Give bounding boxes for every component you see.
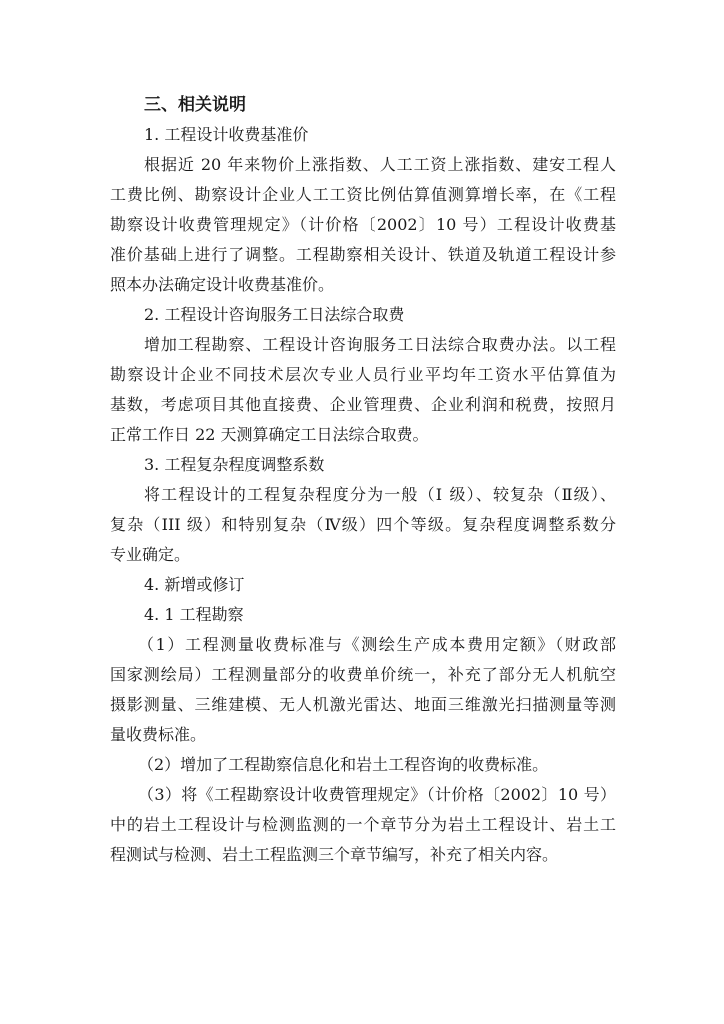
paragraph-line: 增加工程勘察、工程设计咨询服务工日法综合取费办法。以工程 xyxy=(144,335,616,354)
paragraph-line: 勘察设计企业不同技术层次专业人员行业平均年工资水平估算值为 xyxy=(110,365,616,384)
item2-heading: 2. 工程设计咨询服务工日法综合取费 xyxy=(144,305,405,324)
item2-paragraph xyxy=(110,330,616,450)
item1-paragraph xyxy=(110,150,616,300)
item4-heading: 4. 新增或修订 xyxy=(144,575,245,594)
paragraph-line: 国家测绘局）工程测量部分的收费单价统一，补充了部分无人机航空 xyxy=(110,665,616,684)
paragraph-line: 专业确定。 xyxy=(110,545,191,564)
item3-paragraph xyxy=(110,480,616,570)
paragraph-line: 准价基础上进行了调整。工程勘察相关设计、铁道及轨道工程设计参 xyxy=(110,245,616,264)
item3-heading: 3. 工程复杂程度调整系数 xyxy=(144,455,325,474)
paragraph-line: 程测试与检测、岩土工程监测三个章节编写，补充了相关内容。 xyxy=(110,845,559,864)
paragraph-line: 将工程设计的工程复杂程度分为一般（Ⅰ 级）、较复杂（Ⅱ级）、 xyxy=(144,485,616,504)
section-title: 三、相关说明 xyxy=(144,95,246,115)
item4-p3 xyxy=(110,780,616,870)
paragraph-line: （3）将《工程勘察设计收费管理规定》（计价格〔2002〕10 号） xyxy=(138,785,616,804)
item1-heading: 1. 工程设计收费基准价 xyxy=(144,125,309,144)
paragraph-line: 勘察设计收费管理规定》（计价格〔2002〕10 号）工程设计收费基 xyxy=(110,215,616,234)
paragraph-line: 根据近 20 年来物价上涨指数、人工工资上涨指数、建安工程人 xyxy=(144,155,616,174)
paragraph-line: 中的岩土工程设计与检测监测的一个章节分为岩土工程设计、岩土工 xyxy=(110,815,616,834)
paragraph-line: 正常工作日 22 天测算确定工日法综合取费。 xyxy=(110,425,429,444)
paragraph-line: 复杂（III 级）和特别复杂（Ⅳ级）四个等级。复杂程度调整系数分 xyxy=(110,515,616,534)
paragraph-line: （1）工程测量收费标准与《测绘生产成本费用定额》（财政部 xyxy=(138,635,616,654)
paragraph-line: 照本办法确定设计收费基准价。 xyxy=(110,275,335,294)
document-page xyxy=(110,90,616,870)
item4-1-heading: 4. 1 工程勘察 xyxy=(144,605,244,624)
paragraph-line: 基数，考虑项目其他直接费、企业管理费、企业利润和税费，按照月 xyxy=(110,395,616,414)
item4-p2 xyxy=(110,750,616,780)
paragraph-line: （2）增加了工程勘察信息化和岩土工程咨询的收费标准。 xyxy=(138,755,549,774)
paragraph-line: 摄影测量、三维建模、无人机激光雷达、地面三维激光扫描测量等测 xyxy=(110,695,616,714)
paragraph-line: 量收费标准。 xyxy=(110,725,207,744)
item4-p1 xyxy=(110,630,616,750)
paragraph-line: 工费比例、勘察设计企业人工工资比例估算值测算增长率，在《工程 xyxy=(110,185,616,204)
